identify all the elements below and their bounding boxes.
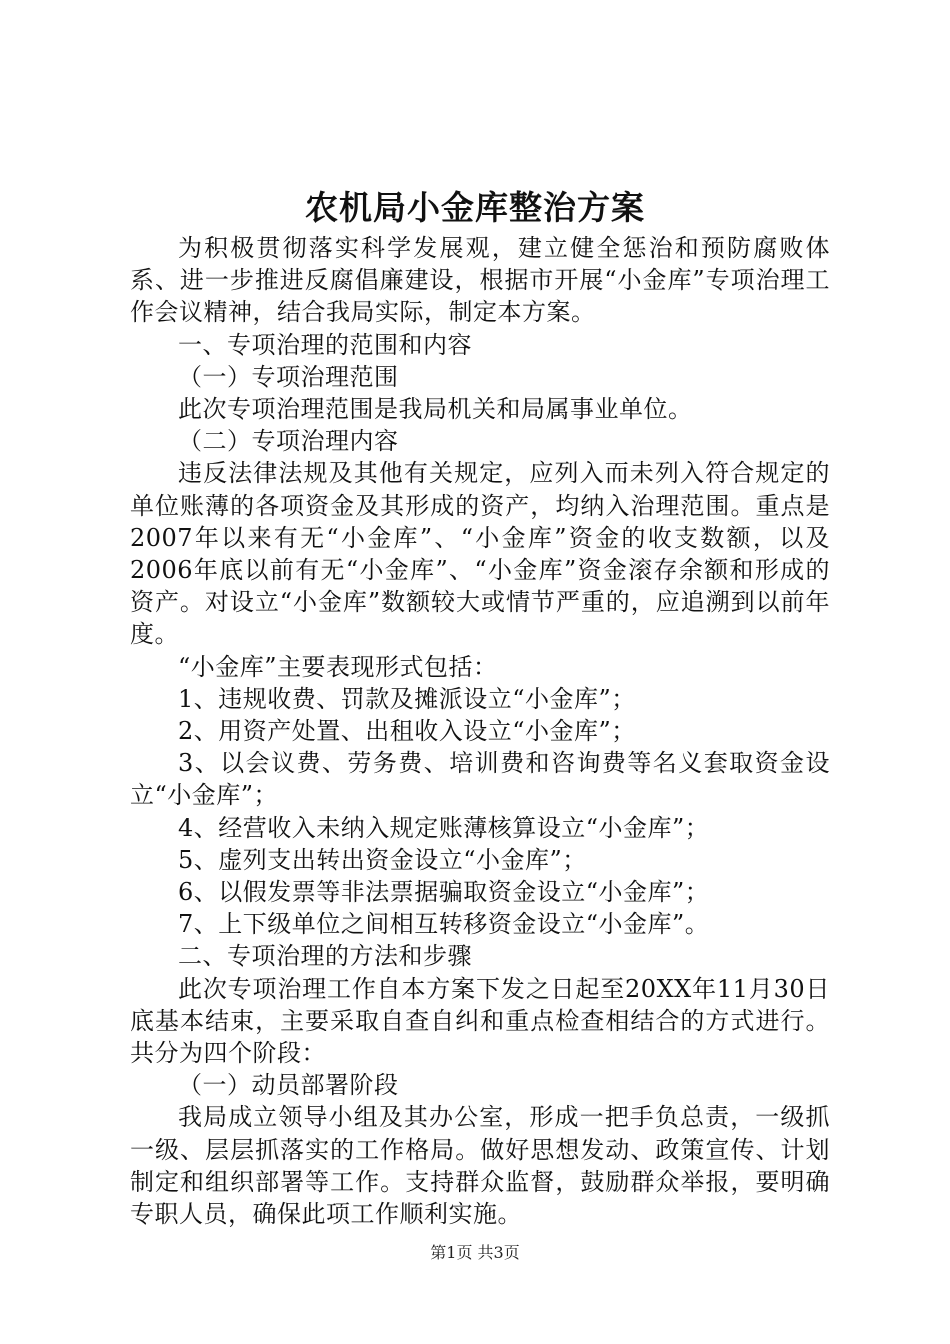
list-item-2: 2、用资产处置、出租收入设立“小金库”；	[178, 717, 636, 746]
subsection-heading-mobilize: （一）动员部署阶段	[178, 1071, 399, 1100]
page-footer: 第1页 共3页	[430, 1243, 520, 1262]
document-body	[130, 232, 830, 1230]
list-item-3: 3、以会议费、劳务费、培训费和咨询费等名义套取资金设立“小金库”；	[130, 749, 830, 810]
section-heading-1: 一、专项治理的范围和内容	[178, 330, 472, 359]
paragraph-mobilize: 我局成立领导小组及其办公室，形成一把手负总责，一级抓一级、层层抓落实的工作格局。做好思想发动、政策宣传、计划制定和组织部署等工作。支持群众监督，鼓励群众举报，要明确专职人员，确保此项工作顺利实施。	[130, 1103, 830, 1229]
list-item-4: 4、经营收入未纳入规定账薄核算设立“小金库”；	[178, 813, 710, 842]
subsection-heading-scope: （一）专项治理范围	[178, 362, 399, 391]
list-item-1: 1、违规收费、罚款及摊派设立“小金库”；	[178, 684, 636, 713]
paragraph-intro: 为积极贯彻落实科学发展观，建立健全惩治和预防腐败体系、进一步推进反腐倡廉建设，根据市开展“小金库”专项治理工作会议精神，结合我局实际，制定本方案。	[130, 234, 830, 327]
list-item-6: 6、以假发票等非法票据骗取资金设立“小金库”；	[178, 878, 710, 907]
paragraph-forms-intro: “小金库”主要表现形式包括：	[178, 652, 498, 681]
document-title: 农机局小金库整治方案	[305, 188, 645, 227]
list-item-7: 7、上下级单位之间相互转移资金设立“小金库”。	[178, 910, 710, 939]
section-heading-2: 二、专项治理的方法和步骤	[178, 942, 472, 971]
list-item-5: 5、虚列支出转出资金设立“小金库”；	[178, 845, 587, 874]
paragraph-content: 违反法律法规及其他有关规定，应列入而未列入符合规定的单位账薄的各项资金及其形成的资产，均纳入治理范围。重点是2007年以来有无“小金库”、“小金库”资金的收支数额，以及2006年底以前有无“小金库”、“小金库”资金滚存余额和形成的资产。对设立“小金库”数额较大或情节严重的，应追溯到以前年度。	[130, 459, 830, 649]
paragraph-method: 此次专项治理工作自本方案下发之日起至20XX年11月30日底基本结束，主要采取自查自纠和重点检查相结合的方式进行。共分为四个阶段：	[130, 974, 830, 1068]
subsection-heading-content: （二）专项治理内容	[178, 427, 399, 456]
paragraph-scope: 此次专项治理范围是我局机关和局属事业单位。	[178, 395, 693, 424]
